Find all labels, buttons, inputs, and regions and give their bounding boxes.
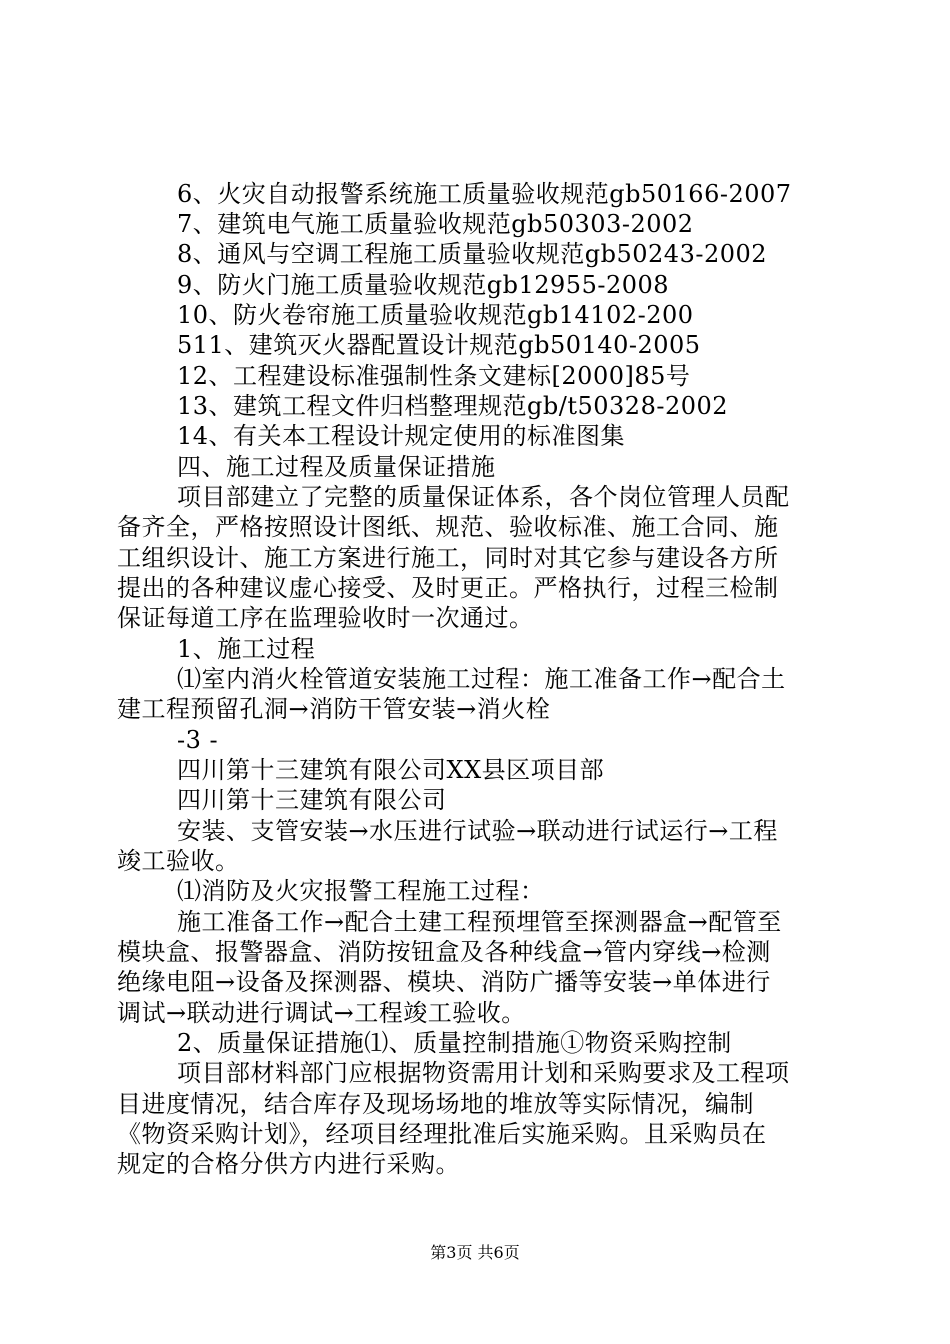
paragraph-line: 模块盒、报警器盒、消防按钮盒及各种线盒→管内穿线→检测 — [117, 938, 771, 966]
text-line: 14、有关本工程设计规定使用的标准图集 — [177, 422, 626, 450]
text-line: 8、通风与空调工程施工质量验收规范gb50243-2002 — [177, 240, 768, 268]
paragraph-line: ⑴消防及火灾报警工程施工过程： — [177, 877, 545, 905]
paragraph-line: 规定的合格分供方内进行采购。 — [117, 1150, 460, 1178]
text-line: 10、防火卷帘施工质量验收规范gb14102-200 — [177, 301, 694, 329]
paragraph-line: 施工准备工作→配合土建工程预埋管至探测器盒→配管至 — [177, 908, 782, 936]
company-header: 四川第十三建筑有限公司 — [177, 786, 447, 814]
paragraph-line: 保证每道工序在监理验收时一次通过。 — [117, 604, 534, 632]
subsection-heading: 2、质量保证措施⑴、质量控制措施①物资采购控制 — [177, 1029, 732, 1057]
paragraph-line: 绝缘电阻→设备及探测器、模块、消防广播等安装→单体进行 — [117, 968, 771, 996]
page-footer: 第3页 共6页 — [430, 1243, 520, 1262]
subsection-heading: 1、施工过程 — [177, 635, 316, 663]
paragraph-line: 建工程预留孔洞→消防干管安装→消火栓 — [117, 695, 551, 723]
paragraph-line: 项目部材料部门应根据物资需用计划和采购要求及工程项 — [177, 1059, 790, 1087]
paragraph-line: 项目部建立了完整的质量保证体系，各个岗位管理人员配 — [177, 483, 790, 511]
text-line: 6、火灾自动报警系统施工质量验收规范gb50166-2007 — [177, 180, 792, 208]
section-heading: 四、施工过程及质量保证措施 — [177, 453, 496, 481]
text-line: 12、工程建设标准强制性条文建标[2000]85号 — [177, 362, 691, 390]
text-line: 511、建筑灭火器配置设计规范gb50140-2005 — [177, 331, 701, 359]
page-number-marker: -3 - — [177, 726, 219, 754]
paragraph-line: 备齐全，严格按照设计图纸、规范、验收标准、施工合同、施 — [117, 513, 779, 541]
paragraph-line: 提出的各种建议虚心接受、及时更正。严格执行，过程三检制 — [117, 574, 779, 602]
company-header: 四川第十三建筑有限公司XX县区项目部 — [177, 756, 605, 784]
paragraph-line: 安装、支管安装→水压进行试验→联动进行试运行→工程 — [177, 817, 778, 845]
paragraph-line: 目进度情况，结合库存及现场场地的堆放等实际情况，编制 — [117, 1090, 754, 1118]
text-line: 13、建筑工程文件归档整理规范gb/t50328-2002 — [177, 392, 729, 420]
paragraph-line: ⑴室内消火栓管道安装施工过程：施工准备工作→配合土 — [177, 665, 786, 693]
paragraph-line: 工组织设计、施工方案进行施工，同时对其它参与建设各方所 — [117, 544, 779, 572]
paragraph-line: 调试→联动进行调试→工程竣工验收。 — [117, 999, 526, 1027]
text-line: 9、防火门施工质量验收规范gb12955-2008 — [177, 271, 670, 299]
paragraph-line: 《物资采购计划》，经项目经理批准后实施采购。且采购员在 — [117, 1120, 767, 1148]
text-line: 7、建筑电气施工质量验收规范gb50303-2002 — [177, 210, 694, 238]
paragraph-line: 竣工验收。 — [117, 847, 240, 875]
